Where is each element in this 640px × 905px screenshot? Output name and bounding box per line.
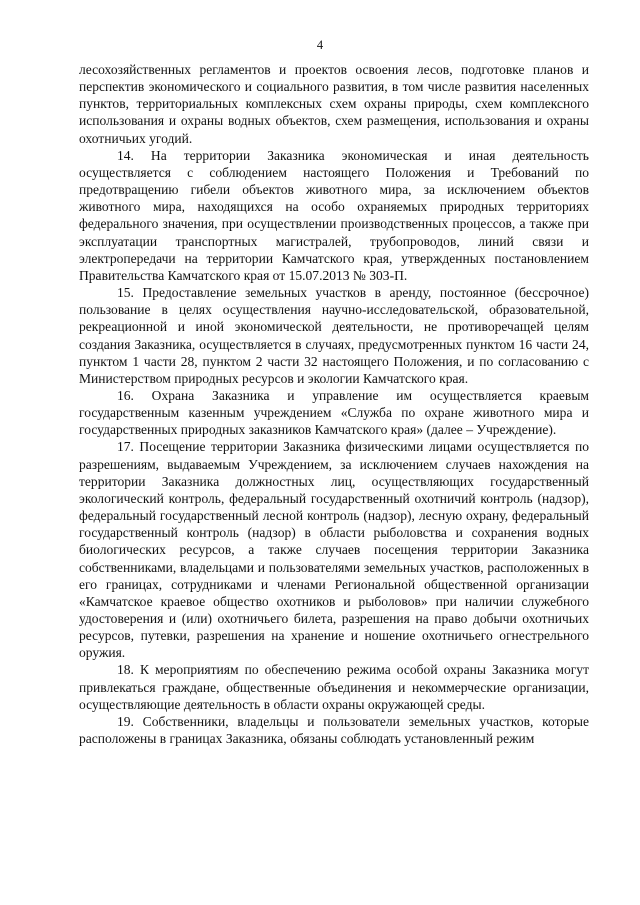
paragraph-18: 18. К мероприятиям по обеспечению режима особой охраны Заказника могут привлекаться граждане, общественные объединения и некоммерческие организации, осуществляющие деятельность в области охраны окружающей среды.	[79, 662, 589, 712]
paragraph-17: 17. Посещение территории Заказника физическими лицами осуществляется по разрешениям, выдаваемым Учреждением, за исключением случаев нахождения на территории Заказника должностных лиц, осуществляющих государственный экологический контроль, федеральный государственный охотничий контроль (надзор), федеральный государственный лесной контроль (надзор), лесную охрану, федеральный государственный контроль (надзор) в области рыболовства и сохранения водных биологических ресурсов, а также случаев посещения территории Заказника собственниками, владельцами и пользователями земельных участков, расположенных в его границах, сотрудниками и членами Региональной общественной организации «Камчатское краевое общество охотников и рыболовов» при наличии служебного удостоверения и (или) охотничьего билета, разрешения на право добычи охотничьих ресурсов, путевки, разрешения на хранение и ношение охотничьего огнестрельного оружия.	[79, 439, 589, 661]
page-number: 4	[316, 38, 324, 52]
document-body	[79, 61, 589, 747]
paragraph-19: 19. Собственники, владельцы и пользователи земельных участков, которые расположены в границах Заказника, обязаны соблюдать установленный режим	[79, 713, 589, 747]
paragraph-continuation: лесохозяйственных регламентов и проектов освоения лесов, подготовке планов и перспектив экономического и социального развития, в том числе развития населенных пунктов, территориальных комплексных схем охраны природы, схем комплексного использования и охраны водных объектов, схем размещения, использования и охраны охотничьих угодий.	[79, 62, 589, 146]
paragraph-16: 16. Охрана Заказника и управление им осуществляется краевым государственным казенным учреждением «Служба по охране животного мира и государственных природных заказников Камчатского края» (далее – Учреждение).	[79, 387, 589, 438]
paragraph-15: 15. Предоставление земельных участков в аренду, постоянное (бессрочное) пользование в целях осуществления научно-исследовательской, образовательной, рекреационной и иной экономической деятельности, не противоречащей целям создания Заказника, осуществляется в случаях, предусмотренных пунктом 16 части 24, пунктом 1 части 28, пунктом 2 части 32 настоящего Положения, и по согласованию с Министерством природных ресурсов и экологии Камчатского края.	[79, 285, 589, 386]
paragraph-14: 14. На территории Заказника экономическая и иная деятельность осуществляется с соблюдением настоящего Положения и Требований по предотвращению гибели объектов животного мира, за исключением объектов животного мира, находящихся на особо охраняемых природных территориях федерального значения, при осуществлении производственных процессов, а также при эксплуатации транспортных магистралей, трубопроводов, линий связи и электропередачи на территории Камчатского края, утвержденных постановлением Правительства Камчатского края от 15.07.2013 № 303-П.	[79, 147, 589, 283]
